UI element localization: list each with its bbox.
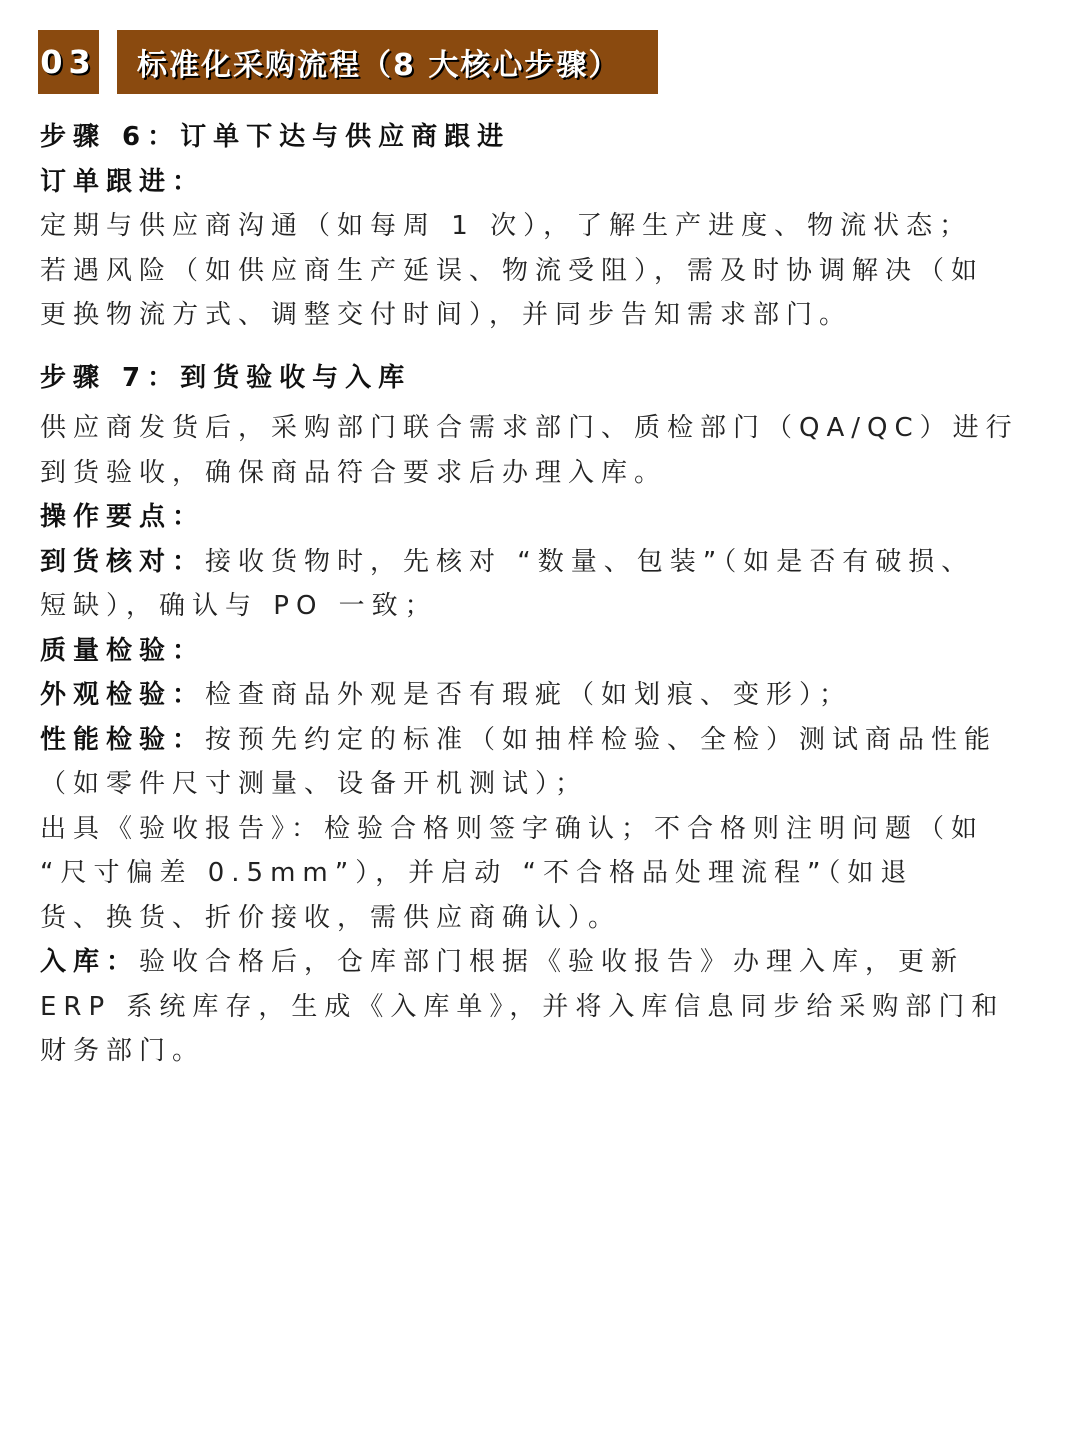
document-body	[40, 115, 1030, 1074]
quality-inspection-heading: 质量检验：	[40, 635, 206, 666]
performance-check-text: 按预先约定的标准（如抽样检验、全检）测试商品性能	[205, 724, 998, 755]
paragraph-line: 更换物流方式、调整交付时间），并同步告知需求部门。	[40, 300, 853, 330]
warehousing-text: 验收合格后，仓库部门根据《验收报告》办理入库，更新	[139, 947, 965, 977]
performance-check-label: 性能检验：	[40, 724, 206, 755]
paragraph-line: 若遇风险（如供应商生产延误、物流受阻），需及时协调解决（如	[40, 255, 985, 286]
paragraph-line: 货、换货、折价接收，需供应商确认）。	[40, 902, 622, 933]
performance-check-line	[40, 718, 1030, 763]
paragraph-line: 到货验收，确保商品符合要求后办理入库。	[40, 457, 668, 488]
order-followup-heading: 订单跟进：	[40, 166, 206, 197]
section-number: 03	[40, 43, 97, 81]
paragraph-line: “尺寸偏差 0.5mm”），并启动 “不合格品处理流程”（如退	[40, 858, 914, 888]
appearance-check-line	[40, 673, 1030, 718]
arrival-check-label: 到货核对：	[40, 546, 206, 577]
step6-heading: 步骤 6：订单下达与供应商跟进	[40, 122, 511, 152]
section-title-badge	[117, 30, 658, 94]
step7-heading: 步骤 7：到货验收与入库	[40, 362, 412, 393]
section-gap	[40, 338, 1030, 356]
key-points-heading: 操作要点：	[40, 502, 206, 532]
paragraph-line: （如零件尺寸测量、设备开机测试）；	[40, 769, 589, 799]
section-header	[38, 30, 658, 94]
paragraph-line: ERP 系统库存，生成《入库单》，并将入库信息同步给采购部门和	[40, 991, 1005, 1022]
paragraph-line: 定期与供应商沟通（如每周 1 次），了解生产进度、物流状态；	[40, 211, 973, 241]
paragraph-line: 供应商发货后，采购部门联合需求部门、质检部门（QA/QC）进行	[40, 413, 1019, 443]
arrival-check-text: 接收货物时，先核对 “数量、包装”（如是否有破损、	[205, 546, 975, 577]
paragraph-line: 财务部门。	[40, 1036, 206, 1066]
section-number-badge	[38, 30, 99, 94]
warehousing-label: 入库：	[40, 947, 140, 977]
paragraph-line: 出具《验收报告》：检验合格则签字确认；不合格则注明问题（如	[40, 813, 985, 844]
arrival-check-line	[40, 540, 1030, 585]
section-title: 标准化采购流程（8 大核心步骤）	[137, 48, 621, 83]
appearance-check-text: 检查商品外观是否有瑕疵（如划痕、变形）；	[205, 680, 853, 710]
warehousing-line	[40, 940, 1030, 985]
paragraph-line: 短缺），确认与 PO 一致；	[40, 591, 438, 621]
appearance-check-label: 外观检验：	[40, 680, 206, 710]
